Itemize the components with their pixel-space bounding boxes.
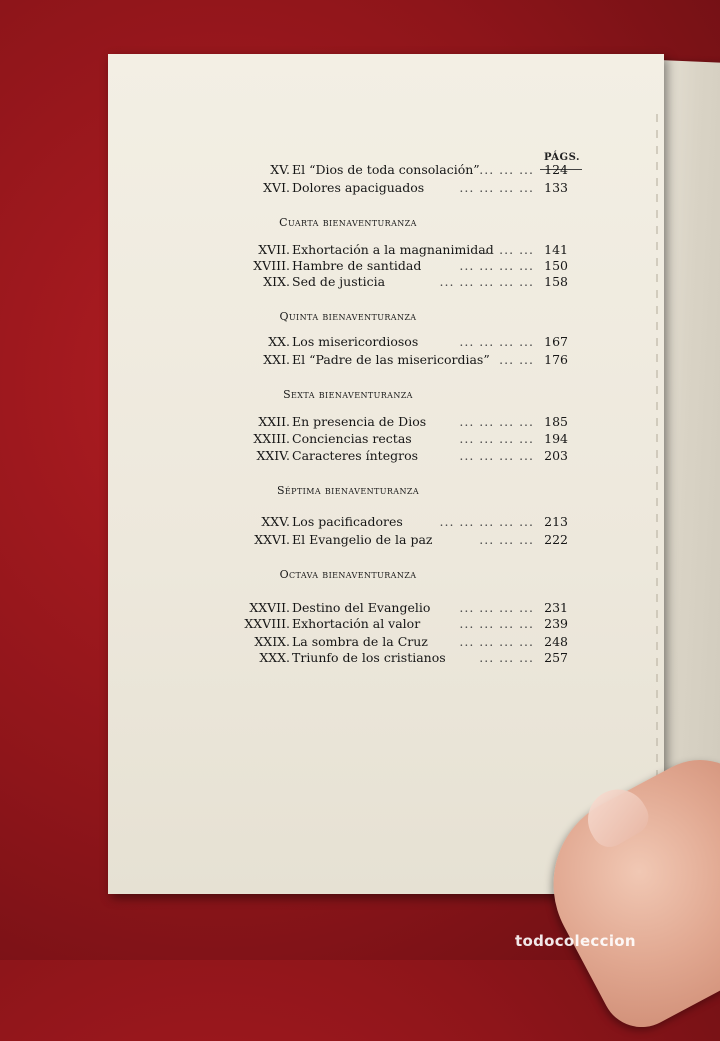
toc-entry (108, 180, 588, 196)
chapter-title: Destino del Evangelio (292, 600, 431, 615)
toc-entry (108, 352, 588, 368)
chapter-title: La sombra de la Cruz (292, 634, 428, 649)
dot-leader: ... ... ... ... (459, 414, 534, 429)
chapter-number: XXVIII. (244, 616, 290, 631)
dot-leader: ... ... ... ... (459, 634, 534, 649)
chapter-number: XXIX. (254, 634, 290, 649)
toc-entry (108, 334, 588, 350)
chapter-number: XXVI. (254, 532, 290, 547)
toc-entry (108, 634, 588, 650)
dot-leader: ... ... ... (479, 242, 534, 257)
section-title: Sexta bienaventuranza (283, 388, 413, 401)
toc-entry (108, 532, 588, 548)
chapter-title: El “Dios de toda consolación” (292, 162, 480, 177)
page-number: 194 (544, 431, 568, 446)
dot-leader: ... ... ... ... (459, 616, 534, 631)
dot-leader: ... ... ... ... (459, 334, 534, 349)
chapter-number: XVII. (258, 242, 290, 257)
chapter-number: XVI. (263, 180, 290, 195)
chapter-number: XXI. (263, 352, 290, 367)
dot-leader: ... ... ... (479, 162, 534, 177)
chapter-title: Sed de justicia (292, 274, 386, 289)
page-number: 167 (544, 334, 568, 349)
toc-entry (108, 242, 588, 258)
section-title: Octava bienaventuranza (279, 568, 417, 581)
section-title: Séptima bienaventuranza (276, 484, 419, 497)
page-number: 176 (544, 352, 568, 367)
chapter-title: Triunfo de los cristianos (292, 650, 446, 665)
dot-leader: ... ... ... ... (459, 448, 534, 463)
page-number: 239 (544, 616, 568, 631)
page-number: 124 (544, 162, 568, 177)
toc-entry (108, 431, 588, 447)
toc-entry (108, 162, 588, 178)
watermark-logo: todocoleccion (515, 932, 636, 950)
toc-entry (108, 514, 588, 530)
chapter-number: XXVII. (249, 600, 290, 615)
page-number: 248 (544, 634, 568, 649)
dot-leader: ... ... ... ... (459, 180, 534, 195)
chapter-number: XVIII. (253, 258, 290, 273)
chapter-title: En presencia de Dios (292, 414, 427, 429)
book-page (108, 54, 664, 894)
chapter-title: El Evangelio de la paz (292, 532, 433, 547)
chapter-title: Dolores apaciguados (292, 180, 425, 195)
dot-leader: ... ... ... ... (459, 431, 534, 446)
toc-entry (108, 414, 588, 430)
chapter-number: XXV. (261, 514, 290, 529)
section-title: Cuarta bienaventuranza (279, 216, 417, 229)
page-number: 158 (544, 274, 568, 289)
chapter-title: Exhortación a la magnanimidad (292, 242, 494, 257)
chapter-number: XXIII. (253, 431, 290, 446)
page-gutter (656, 114, 658, 854)
page-number: 185 (544, 414, 568, 429)
chapter-number: XX. (268, 334, 290, 349)
toc-entry (108, 600, 588, 616)
chapter-title: Hambre de santidad (292, 258, 422, 273)
chapter-title: Los misericordiosos (292, 334, 419, 349)
page-number: 203 (544, 448, 568, 463)
page-number: 257 (544, 650, 568, 665)
dot-leader: ... ... ... (479, 650, 534, 665)
pages-column-header: PÁGS. (544, 152, 580, 163)
dot-leader: ... ... ... ... (459, 258, 534, 273)
chapter-title: Exhortación al valor (292, 616, 421, 631)
chapter-number: XXIV. (256, 448, 290, 463)
chapter-title: Los pacificadores (292, 514, 403, 529)
page-number: 213 (544, 514, 568, 529)
dot-leader: ... ... ... ... (459, 600, 534, 615)
chapter-title: Caracteres íntegros (292, 448, 419, 463)
chapter-number: XXII. (258, 414, 290, 429)
section-title: Quinta bienaventuranza (279, 310, 417, 323)
page-number: 133 (544, 180, 568, 195)
chapter-title: Conciencias rectas (292, 431, 412, 446)
page-number: 231 (544, 600, 568, 615)
dot-leader: ... ... ... (479, 532, 534, 547)
toc-entry (108, 448, 588, 464)
page-number: 141 (544, 242, 568, 257)
page-number: 222 (544, 532, 568, 547)
chapter-number: XXX. (259, 650, 290, 665)
dot-leader: ... ... ... ... ... (439, 274, 534, 289)
toc-entry (108, 650, 588, 666)
chapter-number: XIX. (263, 274, 290, 289)
dot-leader: ... ... (499, 352, 534, 367)
dot-leader: ... ... ... ... ... (439, 514, 534, 529)
page-number: 150 (544, 258, 568, 273)
chapter-number: XV. (270, 162, 290, 177)
toc-entry (108, 274, 588, 290)
chapter-title: El “Padre de las misericordias” (292, 352, 490, 367)
toc-entry (108, 616, 588, 632)
toc-entry (108, 258, 588, 274)
